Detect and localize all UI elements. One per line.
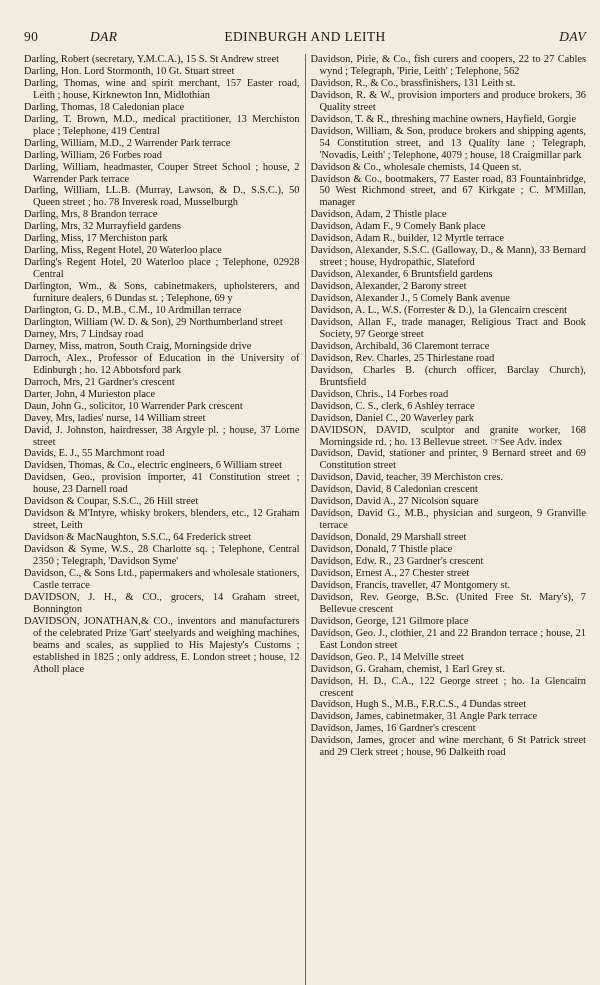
directory-columns bbox=[24, 54, 586, 985]
directory-entry: Davidson, William, & Son, produce brokers and shipping agents, 54 Constitution street, and 13 Quality lane ; Telegraph, 'Novadis, Leith' ; Telephone, 4079 ; house, 18 Craigmillar park bbox=[310, 125, 586, 161]
directory-entry: Daun, John G., solicitor, 10 Warrender Park crescent bbox=[24, 400, 243, 412]
directory-entry: Darter, John, 4 Murieston place bbox=[24, 388, 156, 400]
directory-entry: Davidson, A. L., W.S. (Forrester & D.), 1a Glencairn crescent bbox=[310, 305, 568, 317]
directory-entry: Davidson, Edw. R., 23 Gardner's crescent bbox=[310, 556, 484, 568]
directory-entry: Darling, William, headmaster, Couper Street School ; house, 2 Warrender Park terrace bbox=[24, 161, 300, 185]
directory-entry: Darlington, William (W. D. & Son), 29 Northumberland street bbox=[24, 316, 283, 328]
directory-entry: Davids, E. J., 55 Marchmont road bbox=[24, 448, 165, 460]
directory-entry: Darlington, Wm., & Sons, cabinetmakers, upholsterers, and furniture dealers, 6 Dundas st. ; Telephone, 69 y bbox=[24, 281, 300, 305]
directory-entry: Davidson, David A., 27 Nicolson square bbox=[310, 496, 479, 508]
directory-entry: Davidson, Francis, traveller, 47 Montgomery st. bbox=[310, 579, 511, 591]
directory-entry: Davidson, Adam F., 9 Comely Bank place bbox=[310, 221, 486, 233]
directory-entry: Davidson, James, 16 Gardner's crescent bbox=[310, 723, 476, 735]
directory-entry: Davidsen, Geo., provision importer, 41 Constitution street ; house, 23 Darnell road bbox=[24, 472, 300, 496]
directory-entry: Davidson, Archibald, 36 Claremont terrace bbox=[310, 340, 490, 352]
directory-entry: Davidson, Allan F., trade manager, Religious Tract and Book Society, 97 George street bbox=[310, 316, 586, 340]
left-guide-word: DAR bbox=[90, 29, 118, 44]
directory-entry: Davidson, Donald, 29 Marshall street bbox=[310, 532, 467, 544]
directory-entry: Davidson, James, cabinetmaker, 31 Angle Park terrace bbox=[310, 711, 538, 723]
directory-entry: David, J. Johnston, hairdresser, 38 Argyle pl. ; house, 37 Lorne street bbox=[24, 424, 300, 448]
directory-entry: Darling, T. Brown, M.D., medical practitioner, 13 Merchiston place ; Telephone, 419 Central bbox=[24, 113, 300, 137]
directory-entry: Davidson, Alexander, 2 Barony street bbox=[310, 281, 467, 293]
directory-entry: Davidson & Co., wholesale chemists, 14 Queen st. bbox=[310, 161, 522, 173]
directory-entry: Darling, Thomas, wine and spirit merchant, 157 Easter road, Leith ; house, Kirknewton Inn, Midlothian bbox=[24, 77, 300, 101]
directory-entry: Davidson, G. Graham, chemist, 1 Earl Grey st. bbox=[310, 663, 505, 675]
directory-entry: Davidson, Chris., 14 Forbes road bbox=[310, 388, 449, 400]
directory-entry: Darling, Miss, Regent Hotel, 20 Waterloo place bbox=[24, 245, 222, 257]
directory-entry: Davidson, Adam R., builder, 12 Myrtle terrace bbox=[310, 233, 504, 245]
directory-entry: Darling, Mrs, 8 Brandon terrace bbox=[24, 209, 158, 221]
directory-entry: Darney, Miss, matron, South Craig, Morningside drive bbox=[24, 340, 252, 352]
directory-entry: Davidsen, Thomas, & Co., electric engineers, 6 William street bbox=[24, 460, 283, 472]
directory-entry: Darling, Mrs, 32 Murrayfield gardens bbox=[24, 221, 181, 233]
directory-entry: Darling's Regent Hotel, 20 Waterloo place ; Telephone, 02928 Central bbox=[24, 257, 300, 281]
directory-entry: Davidson, R. & W., provision importers and produce brokers, 36 Quality street bbox=[310, 89, 586, 113]
directory-entry: Davidson, Rev. George, B.Sc. (United Free St. Mary's), 7 Bellevue crescent bbox=[310, 591, 586, 615]
directory-entry: Davidson, David G., M.B., physician and surgeon, 9 Granville terrace bbox=[310, 508, 586, 532]
directory-entry: Davidson & MacNaughton, S.S.C., 64 Frederick street bbox=[24, 532, 252, 544]
directory-entry: Davidson, T. & R., threshing machine owners, Hayfield, Gorgie bbox=[310, 113, 576, 125]
directory-entry: Davidson, Geo. J., clothier, 21 and 22 Brandon terrace ; house, 21 East London street bbox=[310, 627, 586, 651]
directory-entry: Darling, Thomas, 18 Caledonian place bbox=[24, 101, 185, 113]
directory-entry: Darlington, G. D., M.B., C.M., 10 Ardmillan terrace bbox=[24, 305, 242, 317]
directory-entry: Darroch, Alex., Professor of Education in the University of Edinburgh ; ho. 12 Abbotsford park bbox=[24, 352, 300, 376]
directory-entry: DAVIDSON, J. H., & CO., grocers, 14 Graham street, Bonnington bbox=[24, 591, 300, 615]
directory-entry: Darling, William, LL.B. (Murray, Lawson, & D., S.S.C.), 50 Queen street ; ho. 78 Inveresk road, Musselburgh bbox=[24, 185, 300, 209]
directory-entry: Davidson, Alexander, 6 Bruntsfield gardens bbox=[310, 269, 493, 281]
directory-entry: Davidson, George, 121 Gilmore place bbox=[310, 615, 469, 627]
directory-entry: Davidson, David, teacher, 39 Merchiston cres. bbox=[310, 472, 504, 484]
directory-entry: Davey, Mrs, ladies' nurse, 14 William street bbox=[24, 412, 206, 424]
directory-entry: Davidson, Rev. Charles, 25 Thirlestane road bbox=[310, 352, 495, 364]
directory-entry: Davidson, Alexander J., 5 Comely Bank avenue bbox=[310, 293, 510, 305]
directory-entry: Darling, William, M.D., 2 Warrender Park terrace bbox=[24, 137, 231, 149]
directory-entry: Darling, William, 26 Forbes road bbox=[24, 149, 162, 161]
directory-entry: Davidson, Donald, 7 Thistle place bbox=[310, 544, 453, 556]
directory-entry: Davidson, Charles B. (church officer, Barclay Church), Bruntsfield bbox=[310, 364, 586, 388]
directory-entry: Davidson, Alexander, S.S.C. (Galloway, D., & Mann), 33 Bernard street ; house, Hydropathic, Slateford bbox=[310, 245, 586, 269]
directory-entry: Davidson & Coupar, S.S.C., 26 Hill street bbox=[24, 496, 199, 508]
directory-entry: Darling, Miss, 17 Merchiston park bbox=[24, 233, 168, 245]
right-column bbox=[306, 54, 587, 985]
directory-entry: Darling, Robert (secretary, Y.M.C.A.), 15 S. St Andrew street bbox=[24, 54, 280, 65]
running-title: EDINBURGH AND LEITH bbox=[224, 29, 386, 44]
directory-entry: Davidson, James, grocer and wine merchant, 6 St Patrick street and 29 Clerk street ; house, 96 Dalkeith road bbox=[310, 735, 586, 759]
directory-entry: Davidson, C., & Sons Ltd., papermakers and wholesale stationers, Castle terrace bbox=[24, 567, 300, 591]
directory-entry: Davidson, C. S., clerk, 6 Ashley terrace bbox=[310, 400, 475, 412]
directory-entry: Davidson, R., & Co., brassfinishers, 131 Leith st. bbox=[310, 77, 516, 89]
directory-entry: Davidson & Syme, W.S., 28 Charlotte sq. ; Telephone, Central 2350 ; Telegraph, 'Davidson Syme' bbox=[24, 544, 300, 568]
directory-entry: Davidson, David, stationer and printer, 9 Bernard street and 69 Constitution street bbox=[310, 448, 586, 472]
directory-entry: DAVIDSON, DAVID, sculptor and granite worker, 168 Morningside rd. ; ho. 13 Bellevue street. ☞See Adv. index bbox=[310, 424, 586, 448]
directory-entry: Darling, Hon. Lord Stormonth, 10 Gt. Stuart street bbox=[24, 65, 235, 77]
directory-entry: Davidson & Co., bootmakers, 77 Easter road, 83 Fountainbridge, 50 West Richmond street, and 67 Kirkgate ; C. M'Millan, manager bbox=[310, 173, 586, 209]
directory-entry: DAVIDSON, JONATHAN,& CO., inventors and manufacturers of the celebrated Prize 'Gart' steelyards and weighing machines, beams and scales, as supplied to His Majesty's Customs ; established in 1825 ; only address, E. London street ; house, 12 Atholl place bbox=[24, 615, 300, 675]
right-guide-word: DAV bbox=[559, 29, 586, 44]
directory-entry: Davidson, H. D., C.A., 122 George street ; ho. 1a Glencairn crescent bbox=[310, 675, 586, 699]
directory-entry: Darroch, Mrs, 21 Gardner's crescent bbox=[24, 376, 175, 388]
directory-entry: Davidson, Ernest A., 27 Chester street bbox=[310, 567, 470, 579]
page-number: 90 bbox=[24, 29, 39, 44]
directory-entry: Davidson, Adam, 2 Thistle place bbox=[310, 209, 447, 221]
directory-entry: Davidson, Hugh S., M.B., F.R.C.S., 4 Dundas street bbox=[310, 699, 527, 711]
directory-entry: Davidson, Pirie, & Co., fish curers and coopers, 22 to 27 Cables wynd ; Telegraph, 'Pirie, Leith' ; Telephone, 562 bbox=[310, 54, 586, 77]
left-column bbox=[24, 54, 306, 985]
directory-entry: Darney, Mrs, 7 Lindsay road bbox=[24, 328, 144, 340]
directory-entry: Davidson, Daniel C., 20 Waverley park bbox=[310, 412, 474, 424]
directory-entry: Davidson, Geo. P., 14 Melville street bbox=[310, 651, 464, 663]
directory-entry: Davidson, David, 8 Caledonian crescent bbox=[310, 484, 478, 496]
page-header bbox=[24, 29, 586, 49]
directory-entry: Davidson & M'Intyre, whisky brokers, blenders, etc., 12 Graham street, Leith bbox=[24, 508, 300, 532]
